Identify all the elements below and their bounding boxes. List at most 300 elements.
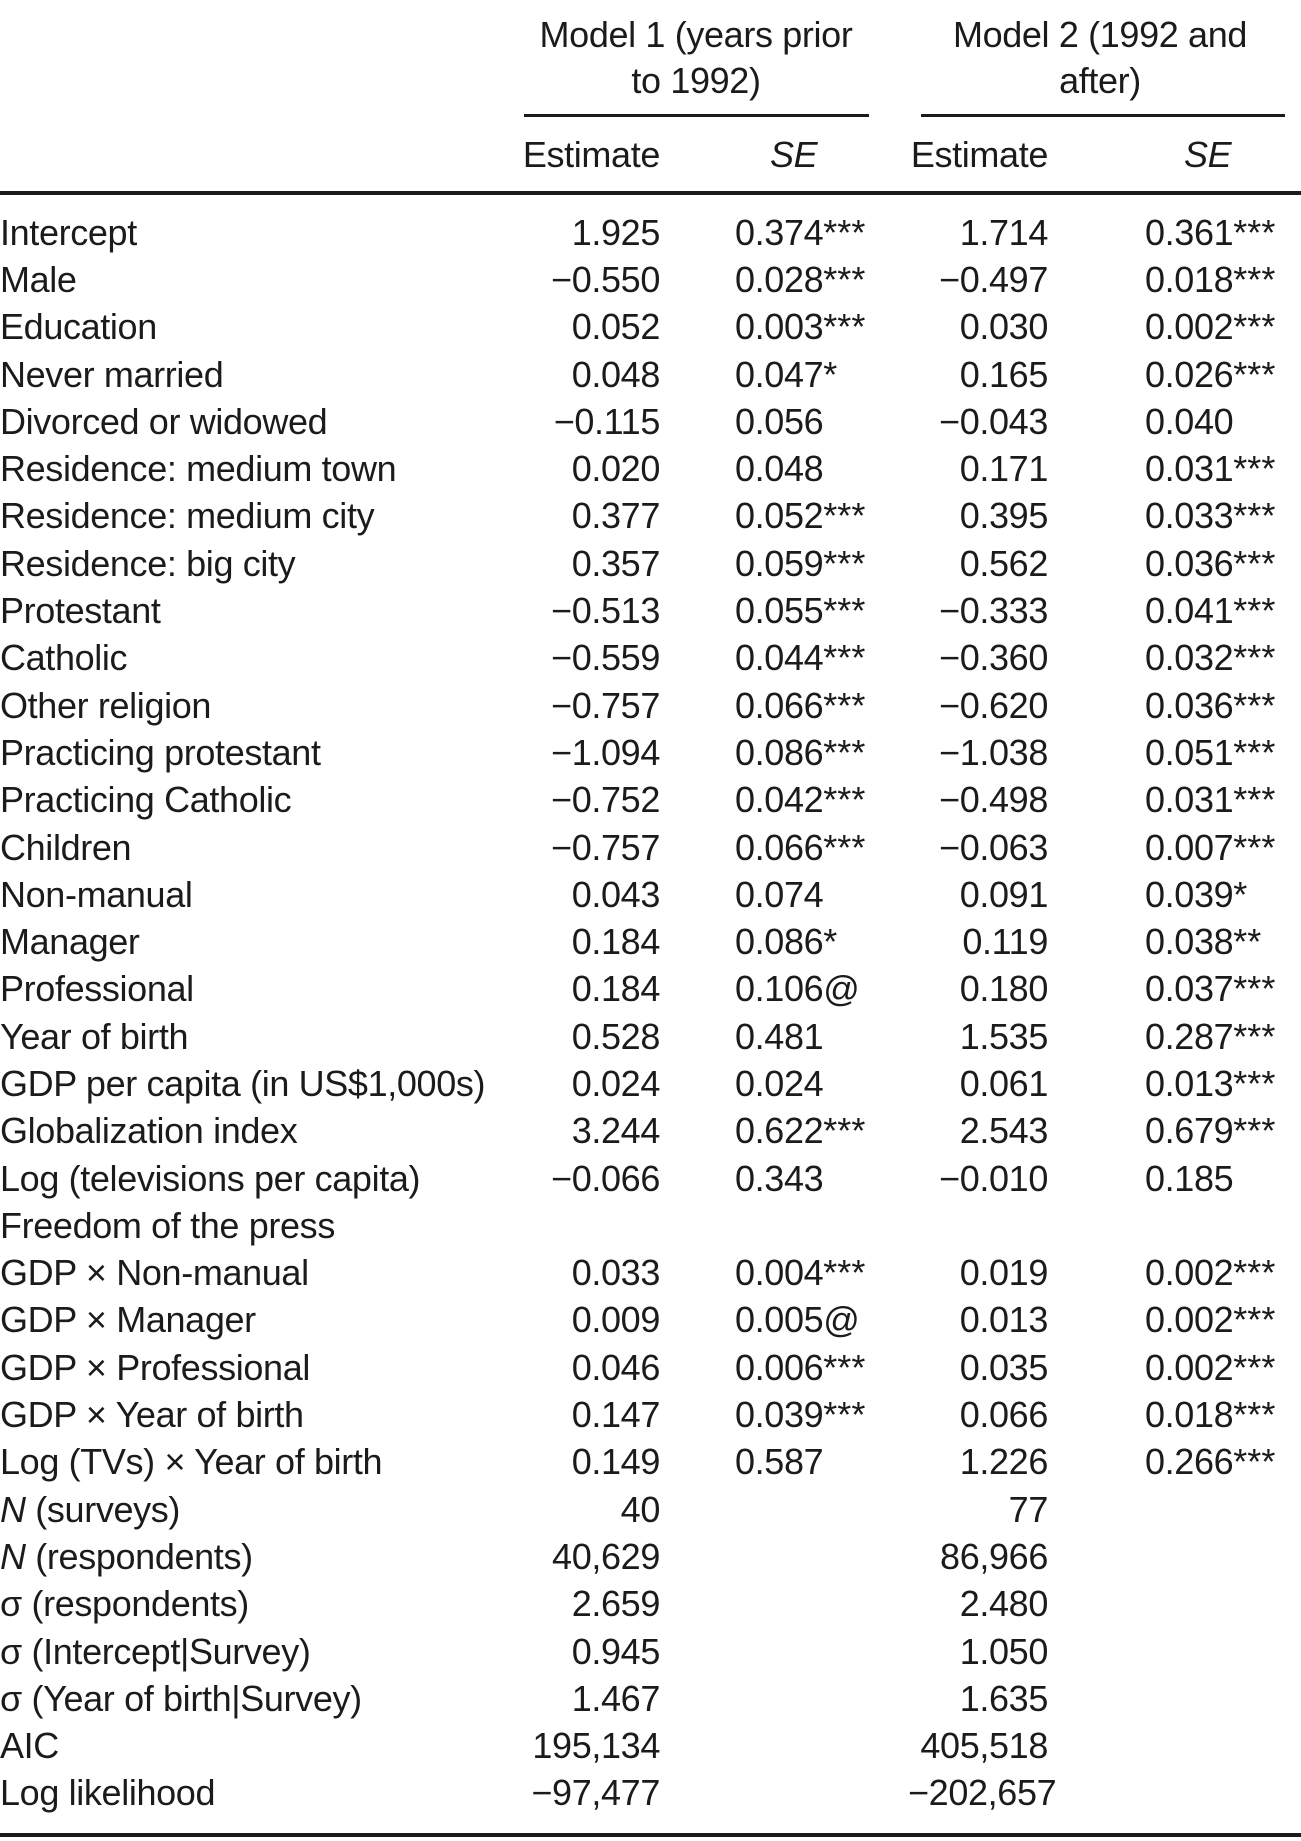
model1-estimate-cell bbox=[480, 732, 660, 774]
value-text: −97,477 bbox=[531, 1772, 660, 1814]
model1-se-cell bbox=[660, 1063, 908, 1105]
row-label-segment: Education bbox=[0, 306, 157, 348]
row-label bbox=[0, 968, 480, 1010]
model2-estimate-cell bbox=[908, 827, 1048, 869]
model1-estimate-cell bbox=[480, 212, 660, 254]
significance-marker: *** bbox=[1233, 306, 1276, 348]
row-label-segment: (surveys) bbox=[25, 1488, 181, 1530]
value-text: −0.010 bbox=[939, 1157, 1048, 1199]
value-text: 40,629 bbox=[552, 1535, 660, 1577]
table-row bbox=[0, 1770, 1301, 1817]
value-text: 0.048 bbox=[571, 353, 660, 395]
significance-marker: *** bbox=[1233, 1441, 1276, 1483]
row-label-segment: Residence: medium city bbox=[0, 495, 375, 537]
model2-group-header: Model 2 (1992 and after) bbox=[952, 14, 1248, 101]
value-text: 0.042 bbox=[735, 779, 824, 821]
significance-marker: *** bbox=[1233, 826, 1276, 868]
model1-se-cell bbox=[660, 259, 908, 301]
model2-estimate-cell bbox=[908, 685, 1048, 727]
value-text: 0.086 bbox=[735, 731, 824, 773]
model2-se-cell bbox=[1048, 1110, 1301, 1152]
table-row bbox=[0, 587, 1301, 634]
value-text: 0.002 bbox=[1145, 1299, 1234, 1341]
row-label bbox=[0, 1489, 480, 1531]
model2-estimate-cell bbox=[908, 1678, 1048, 1720]
significance-marker: ** bbox=[1233, 921, 1262, 963]
value-text: 0.061 bbox=[959, 1062, 1048, 1104]
row-label bbox=[0, 354, 480, 396]
model1-group-rule bbox=[524, 114, 869, 117]
model1-se-cell bbox=[660, 401, 908, 443]
row-label-segment: σ (respondents) bbox=[0, 1583, 249, 1625]
table-row bbox=[0, 635, 1301, 682]
row-label-segment: σ (Year of birth|Survey) bbox=[0, 1677, 362, 1719]
value-text: −0.333 bbox=[939, 590, 1048, 632]
table-row bbox=[0, 304, 1301, 351]
model2-estimate-cell bbox=[908, 354, 1048, 396]
table-row bbox=[0, 1155, 1301, 1202]
model1-estimate-cell bbox=[480, 1016, 660, 1058]
model1-se-cell bbox=[660, 637, 908, 679]
model2-estimate-cell bbox=[908, 779, 1048, 821]
model2-estimate-cell bbox=[908, 543, 1048, 585]
row-label-segment: Never married bbox=[0, 353, 224, 395]
model2-se-cell bbox=[1048, 637, 1301, 679]
model1-se-cell bbox=[660, 1299, 908, 1341]
row-label bbox=[0, 1536, 480, 1578]
model1-estimate-cell bbox=[480, 1252, 660, 1294]
row-label-segment: GDP × Manager bbox=[0, 1299, 256, 1341]
model1-estimate-cell bbox=[480, 1583, 660, 1625]
row-label bbox=[0, 306, 480, 348]
value-text: 0.180 bbox=[959, 968, 1048, 1010]
value-text: 0.013 bbox=[959, 1299, 1048, 1341]
model1-estimate-cell bbox=[480, 1489, 660, 1531]
model2-se-cell bbox=[1048, 827, 1301, 869]
model2-se-cell bbox=[1048, 590, 1301, 632]
model2-estimate-header: Estimate bbox=[910, 134, 1048, 175]
model2-se-cell bbox=[1048, 448, 1301, 490]
value-text: 1.714 bbox=[959, 211, 1048, 253]
model1-group-header: Model 1 (years prior to 1992) bbox=[539, 14, 853, 101]
value-text: −0.550 bbox=[551, 258, 660, 300]
significance-marker: *** bbox=[823, 637, 866, 679]
value-text: 0.002 bbox=[1145, 1252, 1234, 1294]
model2-se-cell bbox=[1048, 732, 1301, 774]
value-text: −0.115 bbox=[553, 400, 660, 442]
model2-se-cell bbox=[1048, 968, 1301, 1010]
model2-estimate-cell bbox=[908, 1489, 1048, 1531]
row-label bbox=[0, 590, 480, 632]
model2-se-cell bbox=[1048, 1299, 1301, 1341]
model2-se-cell bbox=[1048, 779, 1301, 821]
model2-se-cell bbox=[1048, 921, 1301, 963]
model2-estimate-cell bbox=[908, 1347, 1048, 1389]
row-label-segment: Male bbox=[0, 258, 77, 300]
table-row bbox=[0, 729, 1301, 776]
model1-estimate-cell bbox=[480, 1394, 660, 1436]
model1-estimate-cell bbox=[480, 1441, 660, 1483]
row-label-segment: σ (Intercept|Survey) bbox=[0, 1630, 311, 1672]
model2-se-cell bbox=[1048, 1252, 1301, 1294]
row-label-segment: Year of birth bbox=[0, 1015, 189, 1057]
table-row bbox=[0, 1250, 1301, 1297]
model2-se-cell bbox=[1048, 495, 1301, 537]
row-label-segment: Divorced or widowed bbox=[0, 400, 328, 442]
row-label bbox=[0, 1158, 480, 1200]
model2-estimate-cell bbox=[908, 1772, 1057, 1814]
row-label-segment: Residence: medium town bbox=[0, 448, 397, 490]
model2-estimate-cell bbox=[908, 1536, 1048, 1578]
row-label bbox=[0, 1062, 486, 1105]
model1-estimate-cell bbox=[480, 1536, 660, 1578]
value-text: 0.052 bbox=[735, 495, 824, 537]
value-text: 0.039 bbox=[1145, 873, 1234, 915]
column-headers-row bbox=[0, 132, 1301, 178]
significance-marker: * bbox=[823, 921, 838, 963]
model2-estimate-cell bbox=[908, 1110, 1048, 1152]
table-row bbox=[0, 540, 1301, 587]
significance-marker: *** bbox=[823, 495, 866, 537]
model2-se-cell bbox=[1048, 354, 1301, 396]
row-label bbox=[0, 212, 480, 254]
table-row bbox=[0, 445, 1301, 492]
row-label-segment: Other religion bbox=[0, 684, 212, 726]
value-text: 0.377 bbox=[571, 495, 660, 537]
value-text: 0.009 bbox=[571, 1299, 660, 1341]
significance-marker: *** bbox=[1233, 968, 1276, 1010]
model2-se-cell bbox=[1048, 306, 1301, 348]
value-text: 0.019 bbox=[959, 1252, 1048, 1294]
model1-se-header: SE bbox=[770, 134, 818, 175]
value-text: 0.031 bbox=[1145, 779, 1234, 821]
value-text: 0.066 bbox=[735, 826, 824, 868]
significance-marker: *** bbox=[1233, 211, 1276, 253]
table-row bbox=[0, 1108, 1301, 1155]
model1-estimate-header: Estimate bbox=[522, 134, 660, 175]
row-label-segment: N bbox=[0, 1535, 26, 1577]
value-text: 0.035 bbox=[959, 1346, 1048, 1388]
value-text: 0.587 bbox=[735, 1441, 824, 1483]
value-text: 0.048 bbox=[735, 448, 824, 490]
model2-estimate-cell bbox=[908, 212, 1048, 254]
significance-marker: *** bbox=[823, 684, 866, 726]
value-text: 0.033 bbox=[1145, 495, 1234, 537]
model1-estimate-cell bbox=[480, 1110, 660, 1152]
model2-estimate-cell bbox=[908, 1631, 1048, 1673]
model2-se-header: SE bbox=[1184, 134, 1232, 175]
value-text: 0.106 bbox=[735, 968, 824, 1010]
significance-marker: *** bbox=[1233, 353, 1276, 395]
model2-estimate-cell bbox=[908, 448, 1048, 490]
model1-se-cell bbox=[660, 1252, 908, 1294]
significance-marker: *** bbox=[823, 826, 866, 868]
row-label-segment: Children bbox=[0, 826, 132, 868]
model2-se-cell bbox=[1048, 1158, 1301, 1200]
model1-estimate-cell bbox=[480, 401, 660, 443]
model1-se-cell bbox=[660, 1158, 908, 1200]
table-row bbox=[0, 209, 1301, 256]
model2-estimate-cell bbox=[908, 1299, 1048, 1341]
value-text: 0.091 bbox=[959, 873, 1048, 915]
value-text: 0.031 bbox=[1145, 448, 1234, 490]
model2-estimate-cell bbox=[908, 401, 1048, 443]
row-label bbox=[0, 1678, 480, 1720]
table-row bbox=[0, 1581, 1301, 1628]
value-text: 0.033 bbox=[571, 1252, 660, 1294]
table-row bbox=[0, 871, 1301, 918]
table-row bbox=[0, 1675, 1301, 1722]
table-row bbox=[0, 682, 1301, 729]
value-text: 0.184 bbox=[571, 921, 660, 963]
value-text: −0.757 bbox=[551, 684, 660, 726]
value-text: 0.036 bbox=[1145, 684, 1234, 726]
value-text: 1.635 bbox=[959, 1677, 1048, 1719]
table-row bbox=[0, 824, 1301, 871]
model1-se-cell bbox=[660, 543, 908, 585]
model2-se-cell bbox=[1048, 685, 1301, 727]
significance-marker: *** bbox=[823, 1346, 866, 1388]
significance-marker: *** bbox=[1233, 1110, 1276, 1152]
model2-se-cell bbox=[1048, 1394, 1301, 1436]
model1-estimate-cell bbox=[480, 259, 660, 301]
model2-estimate-cell bbox=[908, 1394, 1048, 1436]
row-label bbox=[0, 1110, 480, 1152]
value-text: 0.039 bbox=[735, 1394, 824, 1436]
significance-marker: *** bbox=[823, 258, 866, 300]
table-bottom-rule bbox=[0, 1833, 1301, 1837]
value-text: 0.287 bbox=[1145, 1015, 1234, 1057]
row-label-segment: Non-manual bbox=[0, 873, 193, 915]
table-row bbox=[0, 1533, 1301, 1580]
value-text: 0.184 bbox=[571, 968, 660, 1010]
value-text: 0.024 bbox=[571, 1062, 660, 1104]
model1-estimate-cell bbox=[480, 543, 660, 585]
row-label bbox=[0, 1347, 480, 1389]
model2-estimate-cell bbox=[908, 1158, 1048, 1200]
row-label bbox=[0, 1016, 480, 1058]
model2-estimate-cell bbox=[908, 1016, 1048, 1058]
model1-se-cell bbox=[660, 354, 908, 396]
value-text: 0.171 bbox=[959, 448, 1048, 490]
value-text: 0.528 bbox=[571, 1015, 660, 1057]
value-text: 0.028 bbox=[735, 258, 824, 300]
row-label bbox=[0, 543, 480, 585]
row-label-segment: Professional bbox=[0, 968, 194, 1010]
model1-se-cell bbox=[660, 874, 908, 916]
value-text: 2.480 bbox=[959, 1583, 1048, 1625]
significance-marker: *** bbox=[823, 731, 866, 773]
row-label-segment: Freedom of the press bbox=[0, 1204, 335, 1246]
value-text: 0.055 bbox=[735, 590, 824, 632]
model2-estimate-cell bbox=[908, 1725, 1048, 1767]
model2-se-cell bbox=[1048, 1016, 1301, 1058]
model2-estimate-cell bbox=[908, 306, 1048, 348]
model1-se-cell bbox=[660, 212, 908, 254]
row-label-segment: GDP per capita (in US$1,000s) bbox=[0, 1062, 486, 1104]
row-label bbox=[0, 1583, 480, 1625]
value-text: −0.360 bbox=[939, 637, 1048, 679]
row-label bbox=[0, 1394, 480, 1436]
value-text: 0.361 bbox=[1145, 211, 1234, 253]
value-text: 2.543 bbox=[959, 1110, 1048, 1152]
table-row bbox=[0, 1486, 1301, 1533]
value-text: 0.357 bbox=[571, 542, 660, 584]
model1-estimate-cell bbox=[480, 685, 660, 727]
significance-marker: *** bbox=[1233, 1346, 1276, 1388]
table-row bbox=[0, 918, 1301, 965]
row-label-segment: Protestant bbox=[0, 590, 161, 632]
value-text: 0.032 bbox=[1145, 637, 1234, 679]
row-label-segment: AIC bbox=[0, 1725, 59, 1767]
model1-se-cell bbox=[660, 1441, 908, 1483]
model1-estimate-cell bbox=[480, 1299, 660, 1341]
significance-marker: * bbox=[1233, 873, 1248, 915]
value-text: 0.074 bbox=[735, 873, 824, 915]
model2-estimate-cell bbox=[908, 590, 1048, 632]
value-text: 0.562 bbox=[959, 542, 1048, 584]
row-label bbox=[0, 448, 480, 490]
model2-estimate-cell bbox=[908, 874, 1048, 916]
model1-estimate-cell bbox=[480, 1678, 660, 1720]
row-label bbox=[0, 685, 480, 727]
value-text: 0.046 bbox=[571, 1346, 660, 1388]
significance-marker: *** bbox=[1233, 684, 1276, 726]
model1-estimate-cell bbox=[480, 306, 660, 348]
significance-marker: * bbox=[823, 353, 838, 395]
significance-marker: *** bbox=[823, 542, 866, 584]
value-text: 0.044 bbox=[735, 637, 824, 679]
value-text: −0.513 bbox=[551, 590, 660, 632]
table-row bbox=[0, 1013, 1301, 1060]
row-label-segment: Practicing protestant bbox=[0, 731, 321, 773]
value-text: 0.679 bbox=[1145, 1110, 1234, 1152]
model1-estimate-cell bbox=[480, 921, 660, 963]
table-row bbox=[0, 398, 1301, 445]
value-text: 0.149 bbox=[571, 1441, 660, 1483]
model1-estimate-cell bbox=[480, 354, 660, 396]
table-row bbox=[0, 1202, 1301, 1249]
model1-estimate-cell bbox=[480, 827, 660, 869]
value-text: 0.013 bbox=[1145, 1062, 1234, 1104]
value-text: 3.244 bbox=[571, 1110, 660, 1152]
row-label-segment: Log (TVs) × Year of birth bbox=[0, 1441, 383, 1483]
table-body bbox=[0, 209, 1301, 1817]
value-text: 1.050 bbox=[959, 1630, 1048, 1672]
significance-marker: *** bbox=[1233, 495, 1276, 537]
row-label-segment: GDP × Year of birth bbox=[0, 1394, 304, 1436]
row-label bbox=[0, 1441, 480, 1483]
value-text: 0.374 bbox=[735, 211, 824, 253]
value-text: 0.395 bbox=[959, 495, 1048, 537]
value-text: 0.086 bbox=[735, 921, 824, 963]
value-text: 0.002 bbox=[1145, 306, 1234, 348]
value-text: 0.004 bbox=[735, 1252, 824, 1294]
significance-marker: @ bbox=[823, 1299, 860, 1341]
model1-estimate-cell bbox=[480, 874, 660, 916]
value-text: 0.018 bbox=[1145, 1394, 1234, 1436]
model1-se-cell bbox=[660, 1110, 908, 1152]
value-text: 195,134 bbox=[532, 1725, 660, 1767]
significance-marker: *** bbox=[1233, 1299, 1276, 1341]
value-text: 0.051 bbox=[1145, 731, 1234, 773]
row-label-segment: Globalization index bbox=[0, 1110, 298, 1152]
row-label-segment: Catholic bbox=[0, 637, 128, 679]
model1-se-cell bbox=[660, 1016, 908, 1058]
table-row bbox=[0, 1391, 1301, 1438]
value-text: −1.094 bbox=[551, 731, 660, 773]
value-text: 1.226 bbox=[959, 1441, 1048, 1483]
model2-se-cell bbox=[1048, 401, 1301, 443]
value-text: 0.024 bbox=[735, 1062, 824, 1104]
value-text: −0.559 bbox=[551, 637, 660, 679]
model2-estimate-cell bbox=[908, 968, 1048, 1010]
significance-marker: *** bbox=[1233, 731, 1276, 773]
value-text: 0.185 bbox=[1145, 1157, 1234, 1199]
row-label-segment: Manager bbox=[0, 921, 140, 963]
row-label-segment: (respondents) bbox=[25, 1535, 253, 1577]
model1-se-cell bbox=[660, 921, 908, 963]
significance-marker: *** bbox=[1233, 1062, 1276, 1104]
table-row bbox=[0, 256, 1301, 303]
significance-marker: *** bbox=[823, 779, 866, 821]
value-text: −0.752 bbox=[551, 779, 660, 821]
model1-estimate-cell bbox=[480, 1347, 660, 1389]
model1-estimate-cell bbox=[480, 637, 660, 679]
value-text: 0.003 bbox=[735, 306, 824, 348]
value-text: 0.007 bbox=[1145, 826, 1234, 868]
row-label bbox=[0, 827, 480, 869]
model2-estimate-cell bbox=[908, 732, 1048, 774]
model1-estimate-cell bbox=[480, 968, 660, 1010]
significance-marker: *** bbox=[823, 306, 866, 348]
model1-se-cell bbox=[660, 1347, 908, 1389]
significance-marker: *** bbox=[823, 1110, 866, 1152]
model1-estimate-cell bbox=[480, 448, 660, 490]
value-text: 0.059 bbox=[735, 542, 824, 584]
model1-estimate-cell bbox=[480, 1158, 660, 1200]
value-text: −202,657 bbox=[908, 1772, 1057, 1814]
value-text: 0.066 bbox=[735, 684, 824, 726]
model2-group-rule bbox=[921, 114, 1285, 117]
model2-estimate-cell bbox=[908, 921, 1048, 963]
value-text: 0.005 bbox=[735, 1299, 824, 1341]
table-row bbox=[0, 1439, 1301, 1486]
row-label bbox=[0, 495, 480, 537]
table-row bbox=[0, 1344, 1301, 1391]
value-text: 0.018 bbox=[1145, 258, 1234, 300]
value-text: 0.002 bbox=[1145, 1346, 1234, 1388]
value-text: 0.026 bbox=[1145, 353, 1234, 395]
value-text: −0.757 bbox=[551, 826, 660, 868]
value-text: 0.622 bbox=[735, 1110, 824, 1152]
table-row bbox=[0, 1628, 1301, 1675]
table-row bbox=[0, 777, 1301, 824]
table-row bbox=[0, 966, 1301, 1013]
row-label-segment: Practicing Catholic bbox=[0, 779, 292, 821]
significance-marker: *** bbox=[1233, 637, 1276, 679]
significance-marker: @ bbox=[823, 968, 860, 1010]
row-label bbox=[0, 732, 480, 774]
significance-marker: *** bbox=[1233, 1252, 1276, 1294]
significance-marker: *** bbox=[1233, 779, 1276, 821]
value-text: −0.497 bbox=[939, 258, 1048, 300]
value-text: 0.043 bbox=[571, 873, 660, 915]
significance-marker: *** bbox=[1233, 542, 1276, 584]
model2-se-cell bbox=[1048, 259, 1301, 301]
row-label bbox=[0, 1252, 480, 1294]
model1-se-cell bbox=[660, 732, 908, 774]
